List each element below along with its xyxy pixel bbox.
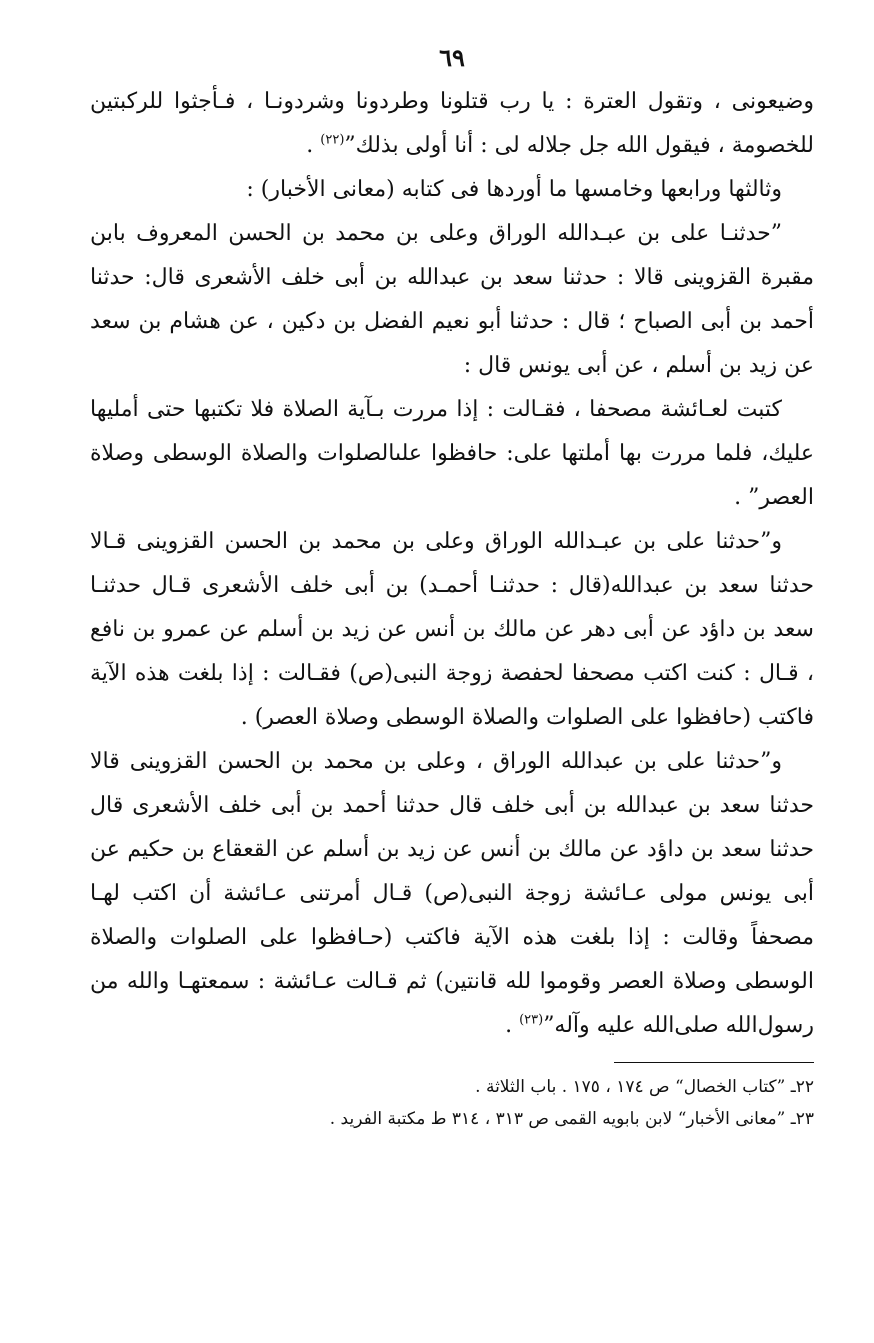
- footnote-22: ٢٢ـ ”كتاب الخصال“ ص ١٧٤ ، ١٧٥ . باب الثلاثة .: [475, 1077, 814, 1097]
- footnote-ref-23: (٢٣): [519, 1012, 544, 1028]
- footnote-ref-22: (٢٢): [320, 132, 345, 148]
- paragraph-4: كتبت لعـائشة مصحفا ، فقـالت : إذا مررت بـآية الصلاة فلا تكتبها حتى أمليها عليك، فلما مررت بها أملتها على: حافظوا علىالصلوات والصلاة الوسطى وصلاة العصر” .: [90, 397, 814, 510]
- footnote-divider: [614, 1062, 814, 1063]
- paragraph-1-tail: .: [306, 133, 321, 158]
- document-page: [90, 40, 814, 1135]
- paragraph-1-text: وضيعونى ، وتقول العترة : يا رب قتلونا وطردونا وشردونـا ، فـأجثوا للركبتين للخصومة ، فيقول الله جل جلاله لى : أنا أولى بذلك”: [90, 89, 814, 158]
- paragraph-6-tail: .: [505, 1013, 520, 1038]
- page-number: ٦٩: [439, 43, 465, 72]
- paragraph-6-text: و”حدثنا على بن عبدالله الوراق ، وعلى بن محمد بن الحسن القزوينى قالا حدثنا سعد بن عبدالله بن أبى خلف قال حدثنا أحمد بن أبى خلف الأشعرى قال حدثنا سعد بن داؤد عن مالك بن أنس عن زيد بن أسلم عن القعقاع بن حكيم عن أبى يونس مولى عـائشة زوجة النبى(ص) قـال أمرتنى عـائشة أن اكتب لهـا مصحفاً وقالت : إذا بلغت هذه الآية فاكتب (حـافظوا على الصلوات والصلاة الوسطى وصلاة العصر وقوموا لله قانتين) ثم قـالت عـائشة : سمعتهـا والله من رسول‌الله صلى‌الله عليه وآله”: [90, 749, 814, 1038]
- paragraph-3: ”حدثنـا على بن عبـدالله الوراق وعلى بن محمد بن الحسن المعروف بابن مقبرة القزوينى قالا : حدثنا سعد بن عبدالله بن أبى خلف الأشعرى قال: حدثنا أحمد بن أبى الصباح ؛ قال : حدثنا أبو نعيم الفضل بن دكين ، عن هشام بن سعد عن زيد بن أسلم ، عن أبى يونس قال :: [90, 221, 814, 378]
- paragraph-1: [90, 80, 814, 168]
- paragraph-2: وثالثها ورابعها وخامسها ما أوردها فى كتابه (معانى الأخبار) :: [246, 177, 782, 202]
- footnote-23: ٢٣ـ ”معانى الأخبار“ لابن بابويه القمى ص ٣١٣ ، ٣١٤ ط مكتبة الفريد .: [329, 1109, 814, 1129]
- paragraph-6: [90, 740, 814, 1048]
- paragraph-5: و”حدثنا على بن عبـدالله الوراق وعلى بن محمد بن الحسن القزوينى قـالا حدثنا سعد بن عبدالله(قال : حدثنـا أحمـد) بن أبى خلف الأشعرى قـال حدثنـا سعد بن داؤد عن أبى دهر عن مالك بن أنس عن زيد بن أسلم عن عمرو بن نافع ، قـال : كنت اكتب مصحفا لحفصة زوجة النبى(ص) فقـالت : إذا بلغت هذه الآية فاكتب (حافظوا على الصلوات والصلاة الوسطى وصلاة العصر) .: [90, 529, 814, 730]
